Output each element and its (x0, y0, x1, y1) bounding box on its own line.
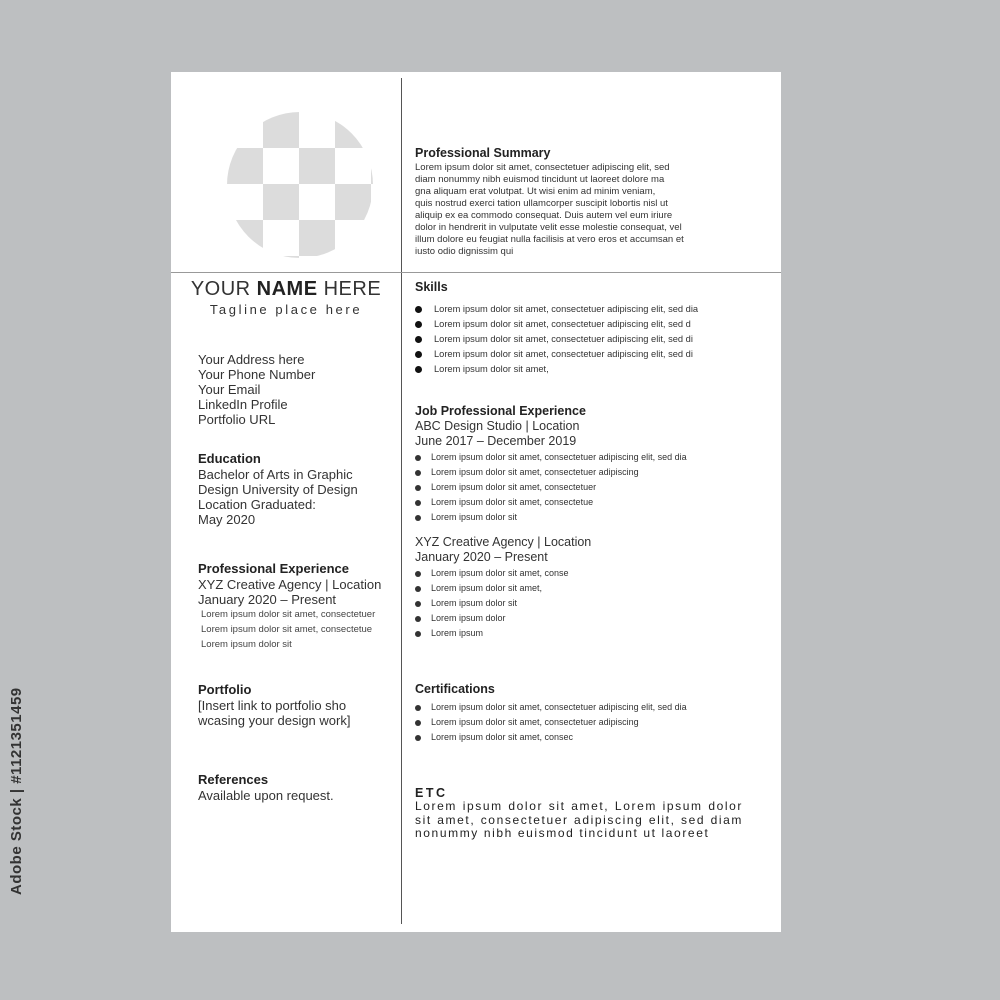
job2-section (415, 535, 765, 641)
job1-dates: June 2017 – December 2019 (415, 433, 577, 448)
address: Your Address here (198, 352, 305, 367)
portfolio-url: Portfolio URL (198, 412, 276, 427)
portfolio-section (198, 682, 398, 728)
left-experience-section (198, 561, 398, 652)
job2-dates: January 2020 – Present (415, 549, 548, 564)
resume-page (171, 72, 781, 932)
skill-item: Lorem ipsum dolor sit amet, consectetuer adipiscing elit, sed d (415, 317, 765, 332)
job1-item: Lorem ipsum dolor sit (415, 510, 765, 525)
education-line: Bachelor of Arts in Graphic (198, 467, 353, 482)
job1-company: ABC Design Studio | Location (415, 419, 580, 433)
header-divider (171, 272, 781, 273)
candidate-name: YOUR NAME HERE (190, 278, 382, 300)
etc-heading: ETC (415, 786, 448, 800)
job2-item: Lorem ipsum (415, 626, 765, 641)
column-divider (401, 78, 402, 924)
job2-item: Lorem ipsum dolor sit (415, 596, 765, 611)
certifications-list (415, 700, 765, 745)
references-section (198, 772, 398, 803)
education-heading: Education (198, 451, 261, 466)
tagline: Tagline place here (209, 302, 363, 317)
job-experience-heading: Job Professional Experience (415, 404, 586, 418)
certification-item: Lorem ipsum dolor sit amet, consectetuer adipiscing elit, sed dia (415, 700, 765, 715)
experience-item: Lorem ipsum dolor sit amet, consectetue (201, 624, 373, 635)
experience-heading: Professional Experience (198, 561, 350, 576)
contact-block (198, 352, 398, 427)
job2-item: Lorem ipsum dolor (415, 611, 765, 626)
portfolio-line: [Insert link to portfolio sho (198, 698, 347, 713)
stock-watermark: Adobe Stock | #1121351459 (8, 687, 25, 895)
summary-section (415, 145, 765, 258)
job1-item: Lorem ipsum dolor sit amet, consectetuer (415, 480, 765, 495)
experience-line: XYZ Creative Agency | Location (198, 577, 382, 592)
job-experience-section (415, 403, 765, 525)
portfolio-heading: Portfolio (198, 682, 252, 697)
etc-text: Lorem ipsum dolor sit amet, Lorem ipsum dolor sit amet, consectetuer adipiscing elit, sed diam nonummy nibh euismod tincidunt ut laoreet (415, 799, 743, 840)
skills-section (415, 279, 765, 377)
education-line: Location Graduated: (198, 497, 316, 512)
skills-heading: Skills (415, 280, 448, 294)
education-section (198, 451, 398, 527)
certifications-section (415, 681, 765, 745)
job1-item: Lorem ipsum dolor sit amet, consectetue (415, 495, 765, 510)
references-heading: References (198, 772, 269, 787)
skill-item: Lorem ipsum dolor sit amet, consectetuer adipiscing elit, sed dia (415, 302, 765, 317)
skills-list (415, 302, 765, 377)
certification-item: Lorem ipsum dolor sit amet, consectetuer adipiscing (415, 715, 765, 730)
job2-company: XYZ Creative Agency | Location (415, 535, 592, 549)
experience-line: January 2020 – Present (198, 592, 337, 607)
job2-item: Lorem ipsum dolor sit amet, (415, 581, 765, 596)
email: Your Email (198, 382, 261, 397)
education-line: Design University of Design (198, 482, 358, 497)
portfolio-line: wcasing your design work] (198, 713, 351, 728)
references-text: Available upon request. (198, 788, 334, 803)
summary-heading: Professional Summary (415, 146, 551, 160)
skill-item: Lorem ipsum dolor sit amet, consectetuer adipiscing elit, sed di (415, 347, 765, 362)
phone: Your Phone Number (198, 367, 316, 382)
skill-item: Lorem ipsum dolor sit amet, consectetuer adipiscing elit, sed di (415, 332, 765, 347)
education-line: May 2020 (198, 512, 256, 527)
job2-list (415, 566, 765, 641)
certification-item: Lorem ipsum dolor sit amet, consec (415, 730, 765, 745)
job1-list (415, 450, 765, 525)
job2-item: Lorem ipsum dolor sit amet, conse (415, 566, 765, 581)
certifications-heading: Certifications (415, 682, 495, 696)
skill-item: Lorem ipsum dolor sit amet, (415, 362, 765, 377)
job1-item: Lorem ipsum dolor sit amet, consectetuer adipiscing (415, 465, 765, 480)
etc-section (415, 786, 765, 841)
linkedin: LinkedIn Profile (198, 397, 288, 412)
experience-item: Lorem ipsum dolor sit (201, 639, 292, 650)
experience-item: Lorem ipsum dolor sit amet, consectetuer (201, 609, 376, 620)
profile-photo-placeholder (227, 112, 373, 258)
job1-item: Lorem ipsum dolor sit amet, consectetuer adipiscing elit, sed dia (415, 450, 765, 465)
summary-text: Lorem ipsum dolor sit amet, consectetuer adipiscing elit, sed diam nonummy nibh euismod tincidunt ut laoreet dolore ma gna aliquam erat volutpat. Ut wisi enim ad minim veniam, quis nostrud exerci tation ullamcorper suscipit lobortis nisl ut aliquip ex ea commodo consequat. Duis autem vel eum iriure dolor in hendrerit in vulputate velit esse molestie consequat, vel illum dolore eu feugiat nulla facilisis at vero eros et accumsan et iusto odio dignissim qui (415, 162, 684, 257)
